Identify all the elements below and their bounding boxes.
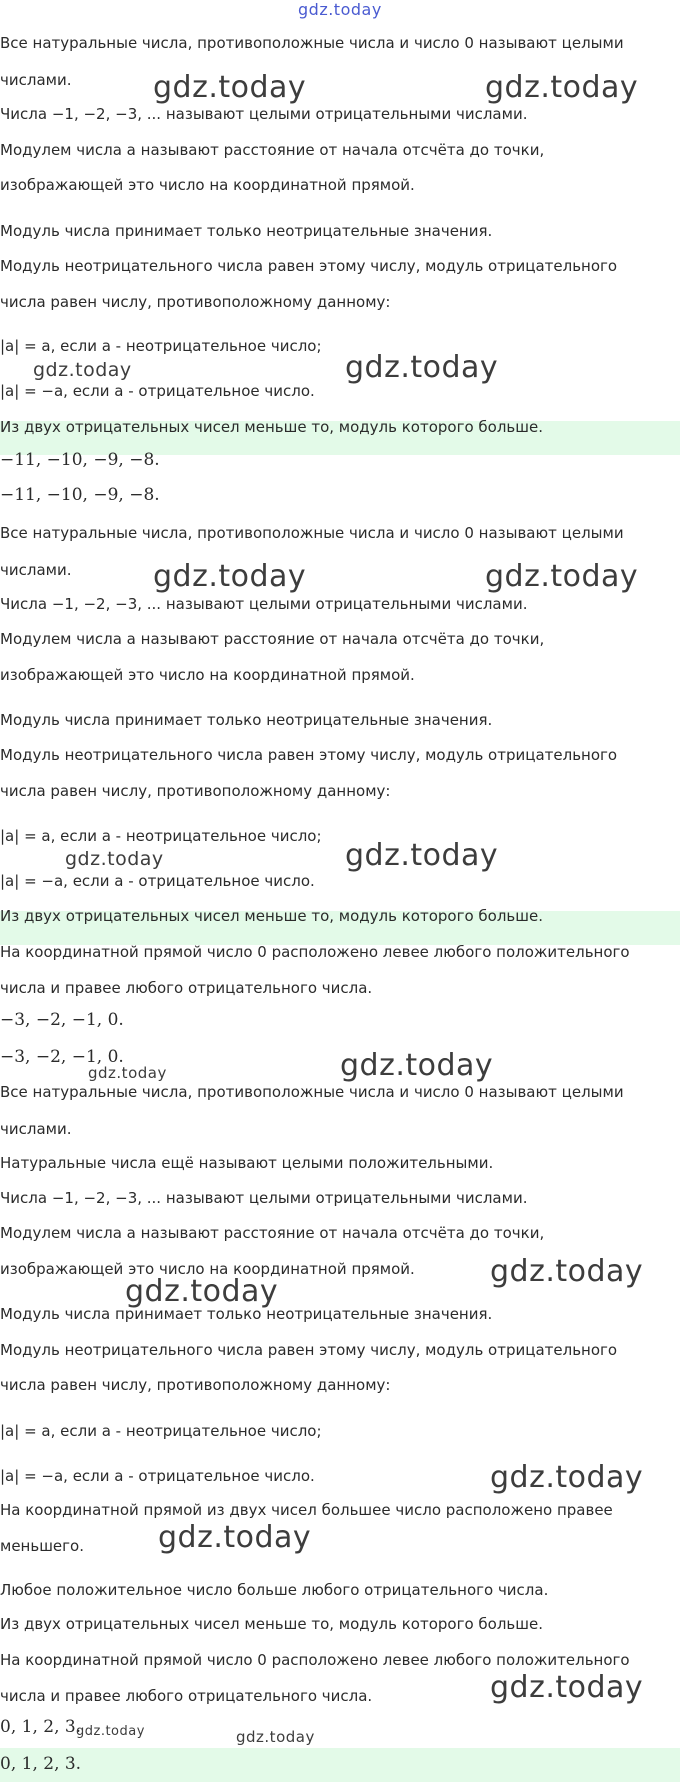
site-header-link[interactable]: gdz.today [298, 0, 382, 19]
positive-integers-rule: Натуральные числа ещё называют целыми положительными. [0, 1154, 494, 1172]
watermark: gdz.today [153, 70, 307, 105]
watermark: gdz.today [65, 848, 164, 870]
modulus-rule-line-2: числа равен числу, противоположному данному: [0, 1376, 391, 1394]
compare-negatives-rule: Из двух отрицательных чисел меньше то, модуль которого больше. [0, 907, 543, 925]
watermark: gdz.today [485, 559, 639, 594]
number-sequence: 0, 1, 2, 3. [0, 1717, 82, 1737]
watermark: gdz.today [236, 1728, 315, 1746]
watermark: gdz.today [88, 1064, 167, 1082]
modulus-rule-line-2: числа равен числу, противоположному данному: [0, 293, 391, 311]
definition-integers-line-2: числами. [0, 561, 72, 579]
watermark: gdz.today [485, 70, 639, 105]
negative-integers-rule: Числа −1, −2, −3, ... называют целыми отрицательными числами. [0, 595, 528, 613]
answer-text: 0, 1, 2, 3. [0, 1754, 82, 1774]
watermark: gdz.today [125, 1274, 279, 1309]
watermark: gdz.today [158, 1520, 312, 1555]
watermark: gdz.today [490, 1254, 644, 1289]
modulus-nonnegative-rule: Модуль числа принимает только неотрицательные значения. [0, 1305, 493, 1323]
number-sequence: −3, −2, −1, 0. [0, 1010, 124, 1030]
modulus-nonnegative-rule: Модуль числа принимает только неотрицательные значения. [0, 711, 493, 729]
modulus-definition-line-2: изображающей это число на координатной прямой. [0, 176, 415, 194]
modulus-case-positive: |a| = a, если a - неотрицательное число; [0, 827, 322, 845]
modulus-definition-line-1: Модулем числа a называют расстояние от начала отсчёта до точки, [0, 1224, 545, 1242]
modulus-rule-line-1: Модуль неотрицательного числа равен этому числу, модуль отрицательного [0, 1341, 618, 1359]
modulus-definition-line-2: изображающей это число на координатной прямой. [0, 1260, 415, 1278]
watermark: gdz.today [345, 350, 499, 385]
watermark: gdz.today [153, 559, 307, 594]
modulus-rule-line-1: Модуль неотрицательного числа равен этому числу, модуль отрицательного [0, 257, 618, 275]
modulus-rule-line-1: Модуль неотрицательного числа равен этому числу, модуль отрицательного [0, 746, 618, 764]
watermark: gdz.today [76, 1724, 145, 1739]
order-rule-line-2: меньшего. [0, 1537, 84, 1555]
zero-position-rule-line-1: На координатной прямой число 0 расположено левее любого положительного [0, 1651, 630, 1669]
modulus-nonnegative-rule: Модуль числа принимает только неотрицательные значения. [0, 222, 493, 240]
watermark: gdz.today [490, 1460, 644, 1495]
positive-greater-rule: Любое положительное число больше любого отрицательного числа. [0, 1581, 549, 1599]
modulus-rule-line-2: числа равен числу, противоположному данному: [0, 782, 391, 800]
watermark: gdz.today [345, 838, 499, 873]
modulus-case-negative: |a| = −a, если a - отрицательное число. [0, 382, 315, 400]
modulus-case-negative: |a| = −a, если a - отрицательное число. [0, 872, 315, 890]
compare-negatives-rule: Из двух отрицательных чисел меньше то, модуль которого больше. [0, 1615, 543, 1633]
answer-text: −3, −2, −1, 0. [0, 1047, 124, 1067]
order-rule-line-1: На координатной прямой из двух чисел большее число расположено правее [0, 1501, 613, 1519]
definition-integers-line-1: Все натуральные числа, противоположные числа и число 0 называют целыми [0, 1083, 624, 1101]
modulus-case-positive: |a| = a, если a - неотрицательное число; [0, 337, 322, 355]
negative-integers-rule: Числа −1, −2, −3, ... называют целыми отрицательными числами. [0, 105, 528, 123]
definition-integers-line-2: числами. [0, 71, 72, 89]
zero-position-rule-line-1: На координатной прямой число 0 расположено левее любого положительного [0, 943, 630, 961]
definition-integers-line-1: Все натуральные числа, противоположные числа и число 0 называют целыми [0, 34, 624, 52]
watermark: gdz.today [490, 1670, 644, 1705]
modulus-definition-line-1: Модулем числа a называют расстояние от начала отсчёта до точки, [0, 630, 545, 648]
definition-integers-line-2: числами. [0, 1120, 72, 1138]
modulus-case-positive: |a| = a, если a - неотрицательное число; [0, 1422, 322, 1440]
compare-negatives-rule: Из двух отрицательных чисел меньше то, модуль которого больше. [0, 418, 543, 436]
definition-integers-line-1: Все натуральные числа, противоположные числа и число 0 называют целыми [0, 524, 624, 542]
modulus-definition-line-2: изображающей это число на координатной прямой. [0, 666, 415, 684]
answer-text: −11, −10, −9, −8. [0, 485, 160, 505]
negative-integers-rule: Числа −1, −2, −3, ... называют целыми отрицательными числами. [0, 1189, 528, 1207]
answer-band [0, 1748, 680, 1782]
watermark: gdz.today [33, 359, 132, 381]
watermark: gdz.today [340, 1048, 494, 1083]
modulus-definition-line-1: Модулем числа a называют расстояние от начала отсчёта до точки, [0, 141, 545, 159]
zero-position-rule-line-2: числа и правее любого отрицательного числа. [0, 979, 373, 997]
zero-position-rule-line-2: числа и правее любого отрицательного числа. [0, 1687, 373, 1705]
number-sequence: −11, −10, −9, −8. [0, 450, 160, 470]
modulus-case-negative: |a| = −a, если a - отрицательное число. [0, 1467, 315, 1485]
